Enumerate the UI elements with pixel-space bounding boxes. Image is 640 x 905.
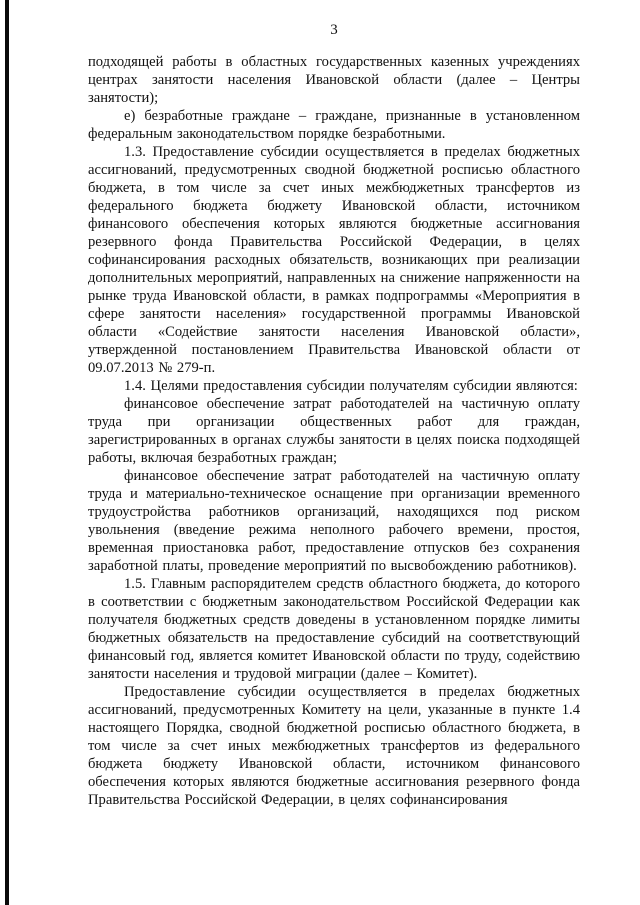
paragraph: 1.5. Главным распорядителем средств областного бюджета, до которого в соответствии с бюджетным законодательством Российской Федерации как получателя бюджетных средств доведены в установленном порядке лимиты бюджетных обязательств на предоставление субсидий на соответствующий финансовый год, является комитет Ивановской области по труду, содействию занятости населения и трудовой миграции (далее – Комитет). (88, 576, 580, 682)
document-body (88, 53, 580, 809)
paragraph: подходящей работы в областных государственных казенных учреждениях центрах занятости населения Ивановской области (далее – Центры занятости); (88, 54, 580, 106)
paragraph: 1.4. Целями предоставления субсидии получателям субсидии являются: (124, 378, 578, 394)
scan-edge-border (5, 0, 9, 905)
page-number: 3 (330, 22, 338, 38)
paragraph: финансовое обеспечение затрат работодателей на частичную оплату труда при организации общественных работ для граждан, зарегистрированных в органах службы занятости в целях поиска подходящей работы, включая безработных граждан; (88, 396, 580, 466)
paragraph: е) безработные граждане – граждане, признанные в установленном федеральным законодательством порядке безработными. (88, 108, 580, 142)
paragraph: Предоставление субсидии осуществляется в пределах бюджетных ассигнований, предусмотренных Комитету на цели, указанные в пункте 1.4 настоящего Порядка, сводной бюджетной росписью областного бюджета, в том числе за счет иных межбюджетных трансфертов из федерального бюджета бюджету Ивановской области, источником финансового обеспечения которых являются бюджетные ассигнования резервного фонда Правительства Российской Федерации, в целях софинансирования (88, 684, 580, 808)
paragraph: финансовое обеспечение затрат работодателей на частичную оплату труда и материально-техническое оснащение при организации временного трудоустройства работников организаций, находящихся под риском увольнения (введение режима неполного рабочего времени, простоя, временная приостановка работ, предоставление отпусков без сохранения заработной платы, проведение мероприятий по высвобождению работников). (88, 468, 580, 574)
paragraph: 1.3. Предоставление субсидии осуществляется в пределах бюджетных ассигнований, предусмотренных сводной бюджетной росписью областного бюджета, в том числе за счет иных межбюджетных трансфертов из федерального бюджета бюджету Ивановской области, источником финансового обеспечения которых являются бюджетные ассигнования резервного фонда Правительства Российской Федерации, в целях софинансирования расходных обязательств, возникающих при реализации дополнительных мероприятий, направленных на снижение напряженности на рынке труда Ивановской области, в рамках подпрограммы «Мероприятия в сфере занятости населения» государственной программы Ивановской области «Содействие занятости населения Ивановской области», утвержденной постановлением Правительства Ивановской области от 09.07.2013 № 279-п. (88, 144, 580, 376)
document-page (88, 22, 580, 809)
